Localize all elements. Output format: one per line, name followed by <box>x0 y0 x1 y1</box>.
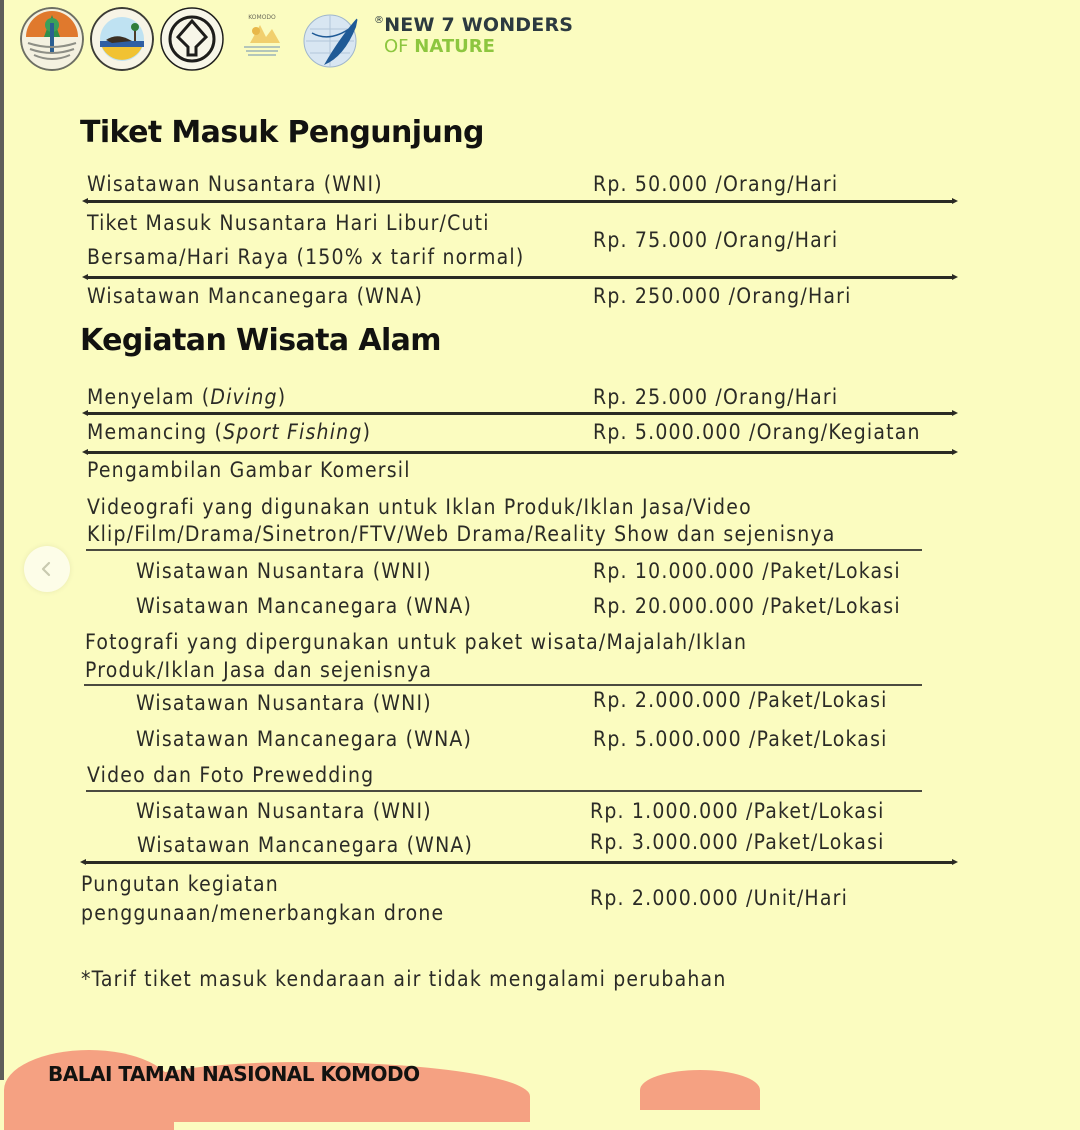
unesco-world-heritage-logo <box>160 7 224 71</box>
commercial-title: Pengambilan Gambar Komersil <box>87 458 411 482</box>
diving-label-italic: Diving <box>210 385 278 409</box>
photography-wni-price: Rp. 2.000.000 /Paket/Lokasi <box>593 688 888 712</box>
carousel-prev-button[interactable] <box>24 546 70 592</box>
partner-logos <box>20 6 573 72</box>
row-price-diving: Rp. 25.000 /Orang/Hari <box>593 385 839 409</box>
registered-mark: ® <box>374 15 385 26</box>
row-label-holiday-line2: Bersama/Hari Raya (150% x tarif normal) <box>87 245 525 269</box>
videography-desc-line2: Klip/Film/Drama/Sinetron/FTV/Web Drama/Reality Show dan sejenisnya <box>87 522 836 546</box>
svg-text:KOMODO: KOMODO <box>248 14 276 21</box>
section-title-tiket-masuk: Tiket Masuk Pengunjung <box>80 115 484 150</box>
fishing-label-suffix: ) <box>362 420 372 444</box>
drone-label-line1: Pungutan kegiatan <box>81 872 279 896</box>
kementerian-lhk-logo <box>20 7 84 71</box>
new7wonders-wordmark <box>374 16 573 56</box>
chevron-left-icon <box>38 560 56 578</box>
fishing-label-prefix: Memancing ( <box>87 420 224 444</box>
row-divider <box>86 451 954 454</box>
videography-wni-label: Wisatawan Nusantara (WNI) <box>136 559 432 583</box>
fishing-label-italic: Sport Fishing <box>223 420 363 444</box>
drone-label-line2: penggunaan/menerbangkan drone <box>81 901 445 925</box>
row-label-holiday-line1: Tiket Masuk Nusantara Hari Libur/Cuti <box>87 211 490 235</box>
row-price-holiday: Rp. 75.000 /Orang/Hari <box>593 228 839 252</box>
diving-label-prefix: Menyelam ( <box>87 385 211 409</box>
photography-desc-line2: Produk/Iklan Jasa dan sejenisnya <box>85 658 433 682</box>
prewedding-wna-price: Rp. 3.000.000 /Paket/Lokasi <box>590 830 885 854</box>
row-label-wni: Wisatawan Nusantara (WNI) <box>87 172 383 196</box>
videography-wna-label: Wisatawan Mancanegara (WNA) <box>136 594 473 618</box>
photography-wna-price: Rp. 5.000.000 /Paket/Lokasi <box>593 727 888 751</box>
subsection-divider <box>86 549 922 551</box>
prewedding-wna-label: Wisatawan Mancanegara (WNA) <box>137 833 474 857</box>
footer-decoration <box>640 1070 760 1110</box>
subsection-divider <box>84 684 922 686</box>
videography-wna-price: Rp. 20.000.000 /Paket/Lokasi <box>593 594 901 618</box>
videography-wni-price: Rp. 10.000.000 /Paket/Lokasi <box>593 559 901 583</box>
row-label-diving <box>87 385 286 409</box>
row-price-fishing: Rp. 5.000.000 /Orang/Kegiatan <box>593 420 921 444</box>
prewedding-wni-label: Wisatawan Nusantara (WNI) <box>136 799 432 823</box>
new7wonders-globe-logo <box>300 7 364 71</box>
komodo-biosphere-reserve-logo <box>230 7 294 71</box>
row-price-wni: Rp. 50.000 /Orang/Hari <box>593 172 839 196</box>
new7wonders-line2-prefix: OF <box>384 36 415 57</box>
photography-wna-label: Wisatawan Mancanegara (WNA) <box>136 727 473 751</box>
new7wonders-line1: NEW 7 WONDERS <box>384 14 574 36</box>
diving-label-suffix: ) <box>277 385 287 409</box>
drone-price: Rp. 2.000.000 /Unit/Hari <box>590 886 849 910</box>
subsection-divider <box>86 790 922 792</box>
prewedding-wni-price: Rp. 1.000.000 /Paket/Lokasi <box>590 799 885 823</box>
taman-nasional-komodo-logo <box>90 7 154 71</box>
videography-desc-line1: Videografi yang digunakan untuk Iklan Produk/Iklan Jasa/Video <box>87 495 752 519</box>
row-divider <box>86 276 954 279</box>
footer-title: BALAI TAMAN NASIONAL KOMODO <box>48 1062 420 1086</box>
row-divider <box>84 861 954 864</box>
footnote: *Tarif tiket masuk kendaraan air tidak mengalami perubahan <box>81 967 727 991</box>
photography-desc-line1: Fotografi yang dipergunakan untuk paket wisata/Majalah/Iklan <box>85 630 748 654</box>
row-label-fishing <box>87 420 371 444</box>
row-divider <box>86 200 954 203</box>
new7wonders-line2-bold: NATURE <box>414 36 495 57</box>
adjacent-slide-edge <box>0 0 4 1080</box>
row-label-wna: Wisatawan Mancanegara (WNA) <box>87 284 424 308</box>
section-title-kegiatan-wisata-alam: Kegiatan Wisata Alam <box>80 323 441 358</box>
photography-wni-label: Wisatawan Nusantara (WNI) <box>136 691 432 715</box>
prewedding-title: Video dan Foto Prewedding <box>87 763 375 787</box>
row-price-wna: Rp. 250.000 /Orang/Hari <box>593 284 852 308</box>
row-divider <box>86 412 954 415</box>
